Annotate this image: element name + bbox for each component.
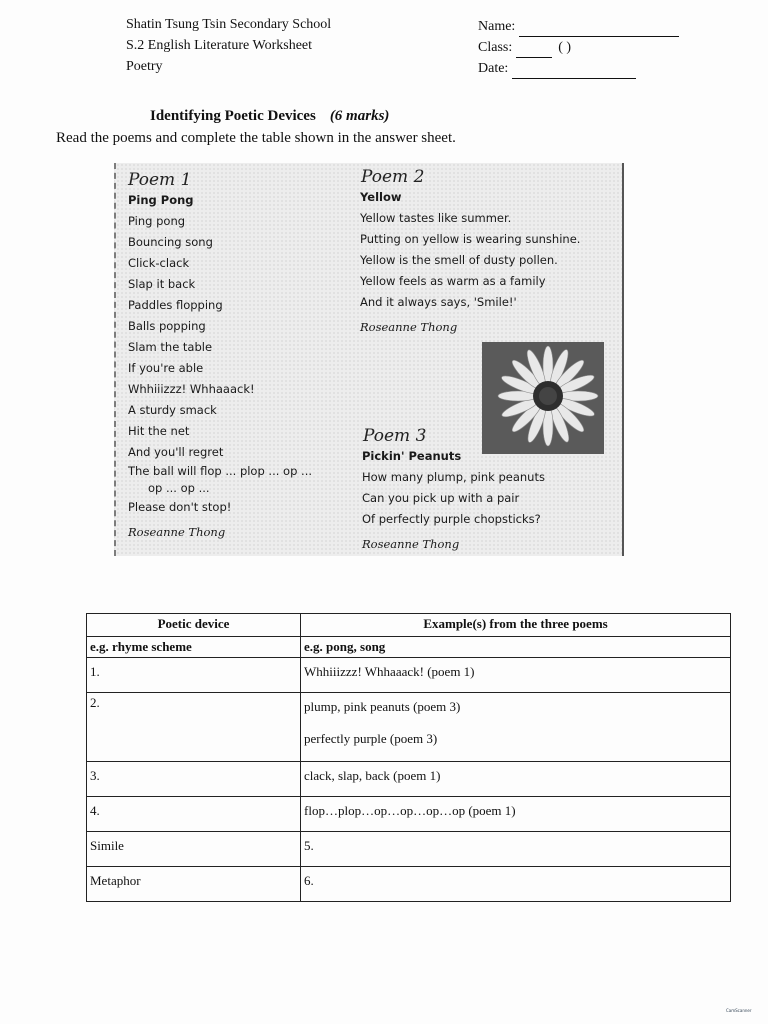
table-cell[interactable] xyxy=(301,693,731,762)
poem3-heading: Poem 3 xyxy=(363,426,427,446)
poem1-author: Roseanne Thong xyxy=(128,525,226,539)
section-title-text: Identifying Poetic Devices xyxy=(150,108,316,124)
scanner-logo: CamScanner xyxy=(726,1008,752,1013)
school-info xyxy=(126,14,331,77)
section-title xyxy=(150,108,389,125)
table-row xyxy=(87,658,731,693)
poem-line: And it always says, 'Smile!' xyxy=(360,295,517,309)
poem-line: Of perfectly purple chopsticks? xyxy=(362,512,541,526)
section-marks: (6 marks) xyxy=(329,108,390,124)
poem2-title: Yellow xyxy=(360,190,402,204)
class-label: Class: xyxy=(478,40,513,55)
table-cell[interactable]: 5. xyxy=(301,832,731,867)
instruction-text: Read the poems and complete the table shown in the answer sheet. xyxy=(56,130,456,146)
poem1 xyxy=(128,190,312,543)
poem-line: Yellow feels as warm as a family xyxy=(360,274,546,288)
poem-line: Yellow tastes like summer. xyxy=(360,211,512,225)
table-cell[interactable]: 6. xyxy=(301,867,731,902)
poem-line: A sturdy smack xyxy=(128,403,217,417)
poem3 xyxy=(362,446,545,555)
poem-line: op ... op ... xyxy=(148,481,210,495)
example-line: plump, pink peanuts (poem 3) xyxy=(304,699,461,714)
table-cell[interactable]: 2. xyxy=(87,693,301,762)
table-cell[interactable]: 4. xyxy=(87,797,301,832)
table-cell[interactable]: flop…plop…op…op…op…op (poem 1) xyxy=(301,797,731,832)
name-field[interactable] xyxy=(519,22,679,37)
table-row xyxy=(87,832,731,867)
class-field[interactable] xyxy=(516,43,552,58)
poem1-heading: Poem 1 xyxy=(128,170,192,190)
poem-line: Whhiiizzz! Whhaaack! xyxy=(128,382,255,396)
poem-line: Paddles flopping xyxy=(128,298,223,312)
sunflower-icon xyxy=(482,342,604,454)
poem3-title: Pickin' Peanuts xyxy=(362,449,462,463)
school-name: Shatin Tsung Tsin Secondary School xyxy=(126,17,332,32)
poem-line: Slam the table xyxy=(128,340,213,354)
sunflower-image xyxy=(482,342,604,454)
worksheet-topic: Poetry xyxy=(126,59,163,74)
example-line: perfectly purple (poem 3) xyxy=(304,731,438,746)
poem-line: Putting on yellow is wearing sunshine. xyxy=(360,232,581,246)
class-number-field[interactable]: ( ) xyxy=(558,40,572,55)
column-header-examples: Example(s) from the three poems xyxy=(301,614,731,637)
date-field[interactable] xyxy=(512,64,636,79)
poem2 xyxy=(360,187,580,338)
poem-line: Bouncing song xyxy=(128,235,213,249)
table-cell[interactable]: 3. xyxy=(87,762,301,797)
table-row xyxy=(87,693,731,762)
poem-line: How many plump, pink peanuts xyxy=(362,470,545,484)
table-row xyxy=(87,867,731,902)
poem-line: The ball will flop ... plop ... op ... xyxy=(128,464,313,478)
poem-line: Ping pong xyxy=(128,214,186,228)
poem-line: Slap it back xyxy=(128,277,196,291)
table-cell[interactable]: Simile xyxy=(87,832,301,867)
table-row xyxy=(87,762,731,797)
student-info xyxy=(478,16,679,79)
poem2-heading: Poem 2 xyxy=(361,167,425,187)
answer-table xyxy=(86,613,731,902)
table-row xyxy=(87,797,731,832)
date-label: Date: xyxy=(478,61,509,76)
table-cell[interactable]: 1. xyxy=(87,658,301,693)
table-cell: e.g. pong, song xyxy=(301,637,731,658)
table-header-row xyxy=(87,614,731,637)
poem3-author: Roseanne Thong xyxy=(362,537,460,551)
table-cell[interactable]: clack, slap, back (poem 1) xyxy=(301,762,731,797)
poem-line: Balls popping xyxy=(128,319,206,333)
poem1-title: Ping Pong xyxy=(128,193,194,207)
name-label: Name: xyxy=(478,19,516,34)
table-row-example xyxy=(87,637,731,658)
table-cell[interactable]: Metaphor xyxy=(87,867,301,902)
poem-line: Hit the net xyxy=(128,424,190,438)
poem-line: Click-clack xyxy=(128,256,190,270)
poem-line: If you're able xyxy=(128,361,204,375)
poem2-author: Roseanne Thong xyxy=(360,320,458,334)
poem-line: Can you pick up with a pair xyxy=(362,491,520,505)
poem-line: Yellow is the smell of dusty pollen. xyxy=(360,253,558,267)
column-header-device: Poetic device xyxy=(87,614,301,637)
table-cell[interactable]: Whhiiizzz! Whhaaack! (poem 1) xyxy=(301,658,731,693)
poem-line: Please don't stop! xyxy=(128,500,232,514)
worksheet-subject: S.2 English Literature Worksheet xyxy=(126,38,313,53)
poem-line: And you'll regret xyxy=(128,445,224,459)
table-cell: e.g. rhyme scheme xyxy=(87,637,301,658)
